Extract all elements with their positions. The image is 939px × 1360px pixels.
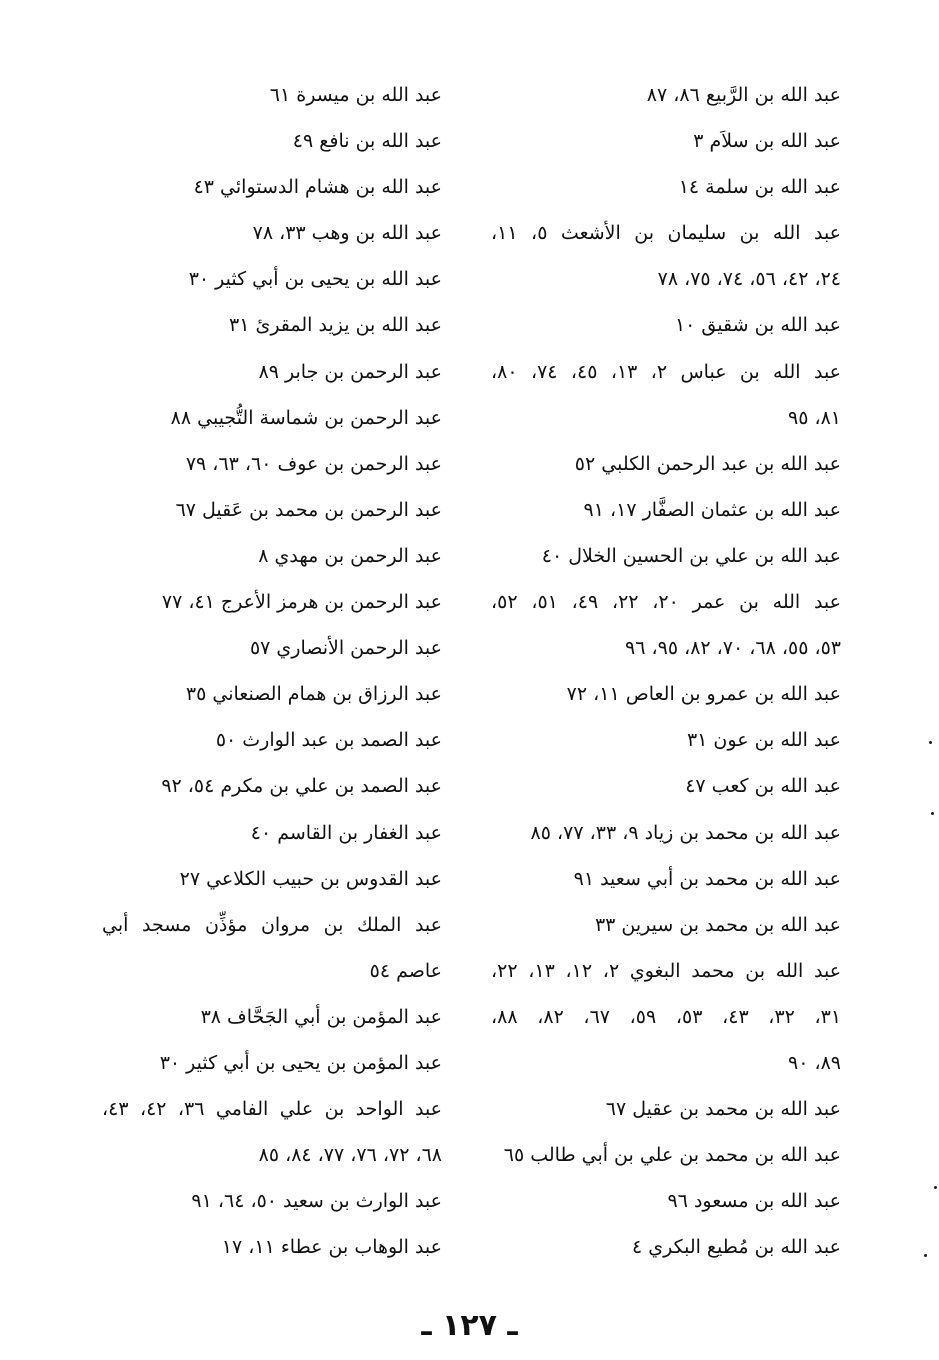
index-entry: عبد الله بن وهب ٣٣، ٧٨ [252,222,442,245]
scan-speck [929,741,932,744]
index-entry: عبد الرحمن بن عوف ٦٠، ٦٣، ٧٩ [185,452,442,475]
scan-speck [934,1186,937,1189]
index-entry-continuation: عاصم ٥٤ [369,959,442,982]
index-entry: عبد الرحمن بن محمد بن عَقيل ٦٧ [175,498,442,521]
index-entry: عبد الله بن محمد البغوي ٢، ١٢، ١٣، ٢٢، [491,959,841,982]
index-entry: عبد الله بن محمد بن علي بن أبي طالب ٦٥ [503,1144,841,1167]
index-entry: عبد الله بن شقيق ١٠ [674,314,841,337]
index-entry: عبد الله بن سليمان بن الأشعث ٥، ١١، [491,222,841,245]
index-entry: عبد الله بن محمد بن أبي سعيد ٩١ [573,867,841,890]
index-entry: عبد القدوس بن حبيب الكلاعي ٢٧ [179,867,442,890]
index-entry: عبد المؤمن بن أبي الجَحَّاف ٣٨ [200,1005,442,1028]
index-entry: عبد الله بن محمد بن سيرين ٣٣ [594,913,841,936]
index-entry: عبد الرحمن بن مهدي ٨ [258,544,442,567]
index-entry: عبد الله بن يزيد المقرئ ٣١ [228,314,442,337]
scan-speck [931,812,934,815]
index-entry: عبد الله بن عبد الرحمن الكلبي ٥٢ [574,452,841,475]
index-entry: عبد الوهاب بن عطاء ١١، ١٧ [221,1236,442,1259]
index-entry: عبد الله بن عمرو بن العاص ١١، ٧٢ [566,683,841,706]
index-entry: عبد الله بن سلاَم ٣ [693,130,841,153]
index-entry: عبد الله بن علي بن الحسين الخلال ٤٠ [541,544,841,567]
index-column-left [102,72,442,1270]
index-entry-continuation: ٥٣، ٥٥، ٦٨، ٧٠، ٨٢، ٩٥، ٩٦ [625,637,841,660]
index-entry: عبد الصمد بن عبد الوارث ٥٠ [215,729,442,752]
index-entry: عبد الله بن مُطيع البكري ٤ [631,1236,841,1259]
index-entry: عبد الله بن نافع ٤٩ [292,130,442,153]
index-entry-continuation: ٢٤، ٤٢، ٥٦، ٧٤، ٧٥، ٧٨ [657,268,841,291]
index-entry: عبد الرزاق بن همام الصنعاني ٣٥ [185,683,442,706]
index-entry: عبد الله بن محمد بن زياد ٩، ٣٣، ٧٧، ٨٥ [530,821,841,844]
index-entry: عبد الملك بن مروان مؤذِّن مسجد أبي [102,913,442,936]
index-entry-continuation: ٨٩، ٩٠ [787,1051,841,1074]
index-entry: عبد الله بن عون ٣١ [686,729,841,752]
index-entry: عبد الرحمن بن هرمز الأعرج ٤١، ٧٧ [161,591,442,614]
index-entry: عبد الله بن سلمة ١٤ [678,176,841,199]
index-entry: عبد الله بن محمد بن عقيل ٦٧ [605,1098,841,1121]
index-entry: عبد الله بن الرَّبيع ٨٦، ٨٧ [646,84,841,106]
index-entry: عبد الله بن كعب ٤٧ [685,775,841,798]
index-entry: عبد الله بن مسعود ٩٦ [667,1190,841,1213]
index-entry-continuation: ٣١، ٣٢، ٤٣، ٥٣، ٥٩، ٦٧، ٨٢، ٨٨، [491,1005,841,1028]
index-entry: عبد الله بن هشام الدستوائي ٤٣ [193,176,442,199]
index-entry: عبد المؤمن بن يحيى بن أبي كثير ٣٠ [159,1051,442,1074]
page-number: ـ ١٢٧ ـ [421,1308,518,1343]
scan-speck [924,1254,927,1257]
index-entry: عبد الواحد بن علي الفامي ٣٦، ٤٢، ٤٣، [102,1098,442,1121]
index-entry: عبد الغفار بن القاسم ٤٠ [250,821,442,844]
index-entry: عبد الله بن عمر ٢٠، ٢٢، ٤٩، ٥١، ٥٢، [491,591,841,614]
index-entry-continuation: ٦٨، ٧٢، ٧٦، ٧٧، ٨٤، ٨٥ [258,1144,442,1167]
index-column-right [491,72,841,1270]
index-entry: عبد الله بن ميسرة ٦١ [269,84,442,106]
index-entry: عبد الله بن عباس ٢، ١٣، ٤٥، ٧٤، ٨٠، [491,360,841,383]
index-entry: عبد الرحمن الأنصاري ٥٧ [249,637,442,660]
index-entry: عبد الوارث بن سعيد ٥٠، ٦٤، ٩١ [191,1190,442,1213]
index-entry: عبد الصمد بن علي بن مكرم ٥٤، ٩٢ [161,775,442,798]
index-entry-continuation: ٨١، ٩٥ [787,406,841,429]
index-entry: عبد الرحمن بن شماسة التُّجيبي ٨٨ [170,406,442,429]
index-entry: عبد الرحمن بن جابر ٨٩ [258,360,442,383]
index-entry: عبد الله بن عثمان الصفَّار ١٧، ٩١ [583,498,841,521]
index-entry: عبد الله بن يحيى بن أبي كثير ٣٠ [188,268,442,291]
